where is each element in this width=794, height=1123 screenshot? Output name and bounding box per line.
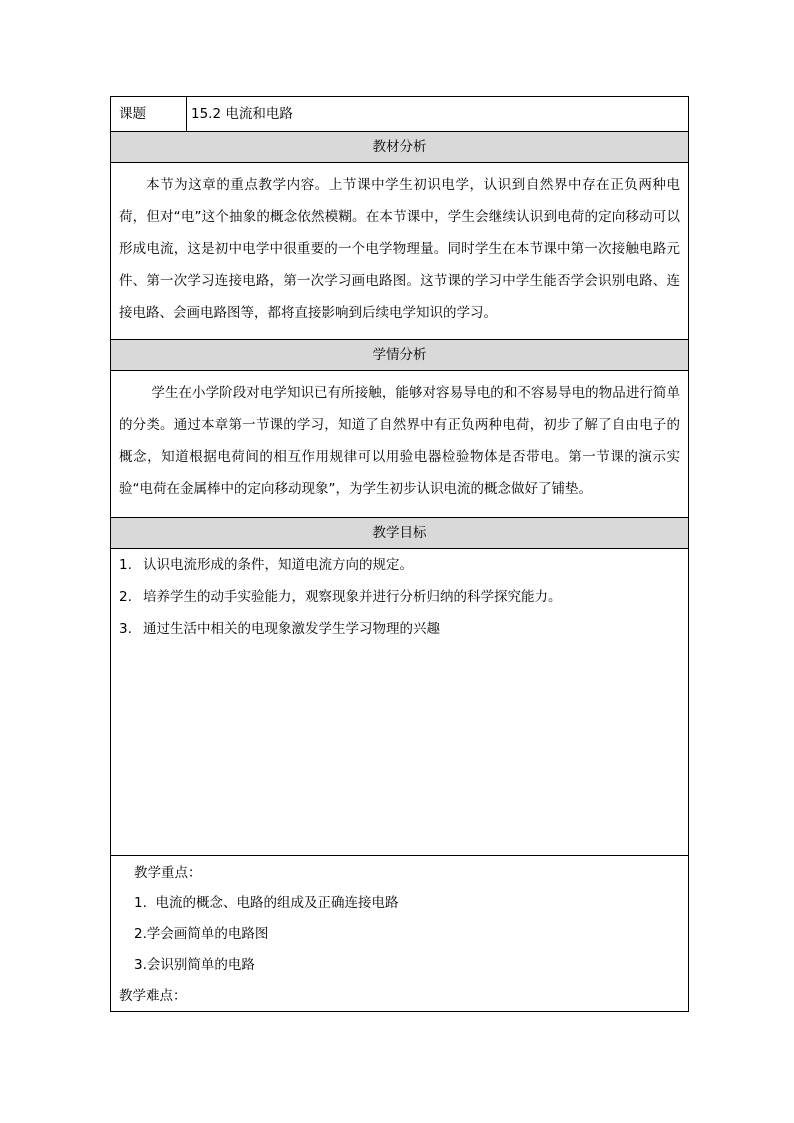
textbook-analysis-row — [111, 163, 689, 340]
goal-number: 3. — [119, 621, 132, 637]
student-analysis-cell — [111, 371, 689, 518]
key-points-row — [111, 856, 689, 1012]
topic-label: 课题 — [111, 97, 187, 132]
textbook-analysis-paragraph: 本节为这章的重点教学内容。上节课中学生初识电学，认识到自然界中存在正负两种电荷，但对“电”这个抽象的概念依然模糊。在本节课中，学生会继续认识到电荷的定向移动可以形成电流，这是初中电学中很重要的一个电学物理量。同时学生在本节课中第一次接触电路元件、第一次学习连接电路，第一次学习画电路图。这节课的学习中学生能否学会识别电路、连接电路、会画电路图等，都将直接影响到后续电学知识的学习。 — [119, 177, 680, 321]
key-point-number: 1. — [134, 895, 147, 911]
key-point-text: 会识别简单的电路 — [146, 957, 255, 973]
list-item — [119, 950, 680, 981]
key-point-text: 学会画简单的电路图 — [146, 926, 269, 942]
student-analysis-header-row — [111, 340, 689, 371]
textbook-analysis-header-row — [111, 132, 689, 163]
list-item — [119, 888, 680, 919]
teaching-goals-row — [111, 549, 689, 856]
key-points-heading: 教学重点： — [134, 865, 202, 881]
textbook-analysis-cell — [111, 163, 689, 340]
key-point-number: 3. — [134, 957, 147, 973]
list-item — [119, 613, 680, 645]
teaching-goals-list — [119, 549, 680, 645]
student-analysis-row — [111, 371, 689, 518]
topic-row — [111, 97, 689, 132]
lesson-plan-table — [110, 96, 689, 1012]
key-point-number: 2. — [134, 926, 147, 942]
goal-text: 培养学生的动手实验能力，观察现象并进行分析归纳的科学探究能力。 — [143, 589, 562, 605]
student-analysis-paragraph: 学生在小学阶段对电学知识已有所接触，能够对容易导电的和不容易导电的物品进行简单的分类。通过本章第一节课的学习，知道了自然界中有正负两种电荷，初步了解了自由电子的概念，知道根据电荷间的相互作用规律可以用验电器检验物体是否带电。第一节课的演示实验“电荷在金属棒中的定向移动现象”，为学生初步认识电流的概念做好了铺垫。 — [119, 385, 680, 497]
list-item — [119, 581, 680, 613]
teaching-goals-header: 教学目标 — [111, 518, 689, 549]
teaching-goals-cell — [111, 549, 689, 856]
list-item — [119, 549, 680, 581]
goal-text: 认识电流形成的条件，知道电流方向的规定。 — [143, 557, 413, 573]
key-point-text: 电流的概念、电路的组成及正确连接电路 — [155, 895, 399, 911]
textbook-analysis-header: 教材分析 — [111, 132, 689, 163]
difficulty-heading: 教学难点： — [119, 988, 187, 1004]
goal-number: 1. — [119, 557, 132, 573]
goal-text: 通过生活中相关的电现象激发学生学习物理的兴趣 — [143, 621, 440, 637]
key-points-cell — [111, 856, 689, 1012]
student-analysis-header: 学情分析 — [111, 340, 689, 371]
goal-number: 2. — [119, 589, 132, 605]
topic-value: 15.2 电流和电路 — [187, 97, 689, 132]
list-item — [119, 919, 680, 950]
teaching-goals-header-row — [111, 518, 689, 549]
